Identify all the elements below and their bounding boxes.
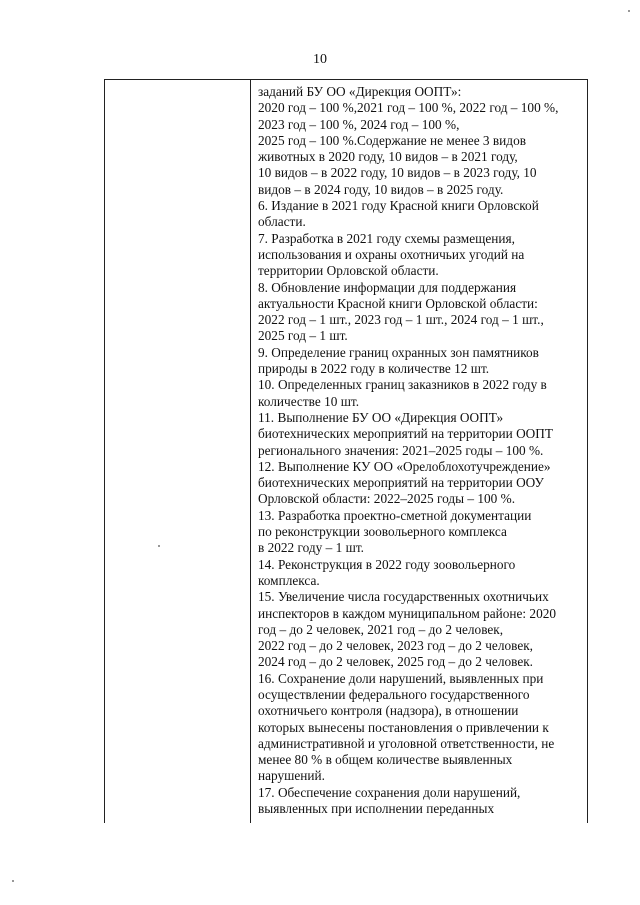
column-divider: [250, 80, 251, 823]
text-line: 7. Разработка в 2021 году схемы размещения,: [258, 230, 515, 246]
text-line: 15. Увеличение числа государственных охотничьих: [258, 589, 549, 605]
text-line: актуальности Красной книги Орловской области:: [258, 295, 538, 311]
text-line: которых вынесены постановления о привлечении к: [258, 719, 549, 735]
text-line: заданий БУ ОО «Дирекция ООПТ»:: [258, 84, 462, 99]
text-line: природы в 2022 году в количестве 12 шт.: [258, 361, 490, 377]
text-line: охотничьего контроля (надзора), в отношении: [258, 703, 519, 719]
text-line: регионального значения: 2021–2025 годы – 100 %.: [258, 442, 544, 458]
text-line: нарушений.: [258, 768, 325, 784]
text-line: 10. Определенных границ заказников в 2022 году в: [258, 377, 547, 393]
scan-speck: [158, 545, 160, 547]
text-line: 2025 год – 100 %.Содержание не менее 3 видов: [258, 132, 526, 148]
text-line: 2022 год – до 2 человек, 2023 год – до 2 человек,: [258, 638, 534, 654]
text-line: области.: [258, 214, 306, 230]
document-table: [104, 79, 588, 823]
text-line: 16. Сохранение доли нарушений, выявленных при: [258, 670, 544, 686]
text-line: в 2022 году – 1 шт.: [258, 540, 364, 556]
text-line: животных в 2020 году, 10 видов – в 2021 году,: [258, 149, 518, 165]
text-line: 2023 год – 100 %, 2024 год – 100 %,: [258, 116, 460, 132]
text-line: 2025 год – 1 шт.: [258, 328, 348, 344]
text-line: 11. Выполнение БУ ОО «Дирекция ООПТ»: [258, 409, 504, 425]
text-line: выявленных при исполнении переданных: [258, 801, 495, 817]
text-line: 9. Определение границ охранных зон памятников: [258, 344, 539, 360]
text-line: количестве 10 шт.: [258, 393, 360, 409]
text-line: биотехнических мероприятий на территории ООПТ: [258, 426, 554, 442]
text-line: 8. Обновление информации для поддержания: [258, 279, 517, 295]
text-line: менее 80 % в общем количестве выявленных: [258, 752, 513, 768]
text-line: 2020 год – 100 %,2021 год – 100 %, 2022 год – 100 %,: [258, 100, 559, 116]
text-line: 6. Издание в 2021 году Красной книги Орловской: [258, 198, 539, 214]
page-number: 10: [313, 52, 327, 67]
text-line: по реконструкции зоовольерного комплекса: [258, 524, 507, 540]
text-line: территории Орловской области.: [258, 263, 439, 279]
text-line: Орловской области: 2022–2025 годы – 100 %.: [258, 491, 516, 507]
text-line: 2024 год – до 2 человек, 2025 год – до 2 человек.: [258, 654, 534, 670]
text-line: видов – в 2024 году, 10 видов – в 2025 году.: [258, 181, 504, 197]
text-line: 17. Обеспечение сохранения доли нарушений,: [258, 784, 521, 800]
text-line: инспекторов в каждом муниципальном районе: 2020: [258, 605, 557, 621]
right-cell-text: [258, 84, 586, 817]
text-line: биотехнических мероприятий на территории ООУ: [258, 475, 544, 491]
scan-speck: [628, 10, 630, 12]
text-line: 14. Реконструкция в 2022 году зоовольерного: [258, 556, 516, 572]
text-line: осуществлении федерального государственного: [258, 686, 530, 702]
text-line: 13. Разработка проектно-сметной документации: [258, 507, 532, 523]
scan-speck: [12, 880, 14, 882]
text-line: год – до 2 человек, 2021 год – до 2 человек,: [258, 621, 504, 637]
text-line: 10 видов – в 2022 году, 10 видов – в 2023 году, 10: [258, 165, 537, 181]
text-line: 2022 год – 1 шт., 2023 год – 1 шт., 2024 год – 1 шт.,: [258, 312, 544, 328]
text-line: комплекса.: [258, 572, 320, 588]
text-line: административной и уголовной ответственности, не: [258, 735, 555, 751]
text-line: использования и охраны охотничьих угодий на: [258, 246, 525, 262]
text-line: 12. Выполнение КУ ОО «Орелоблохотучреждение»: [258, 458, 551, 474]
